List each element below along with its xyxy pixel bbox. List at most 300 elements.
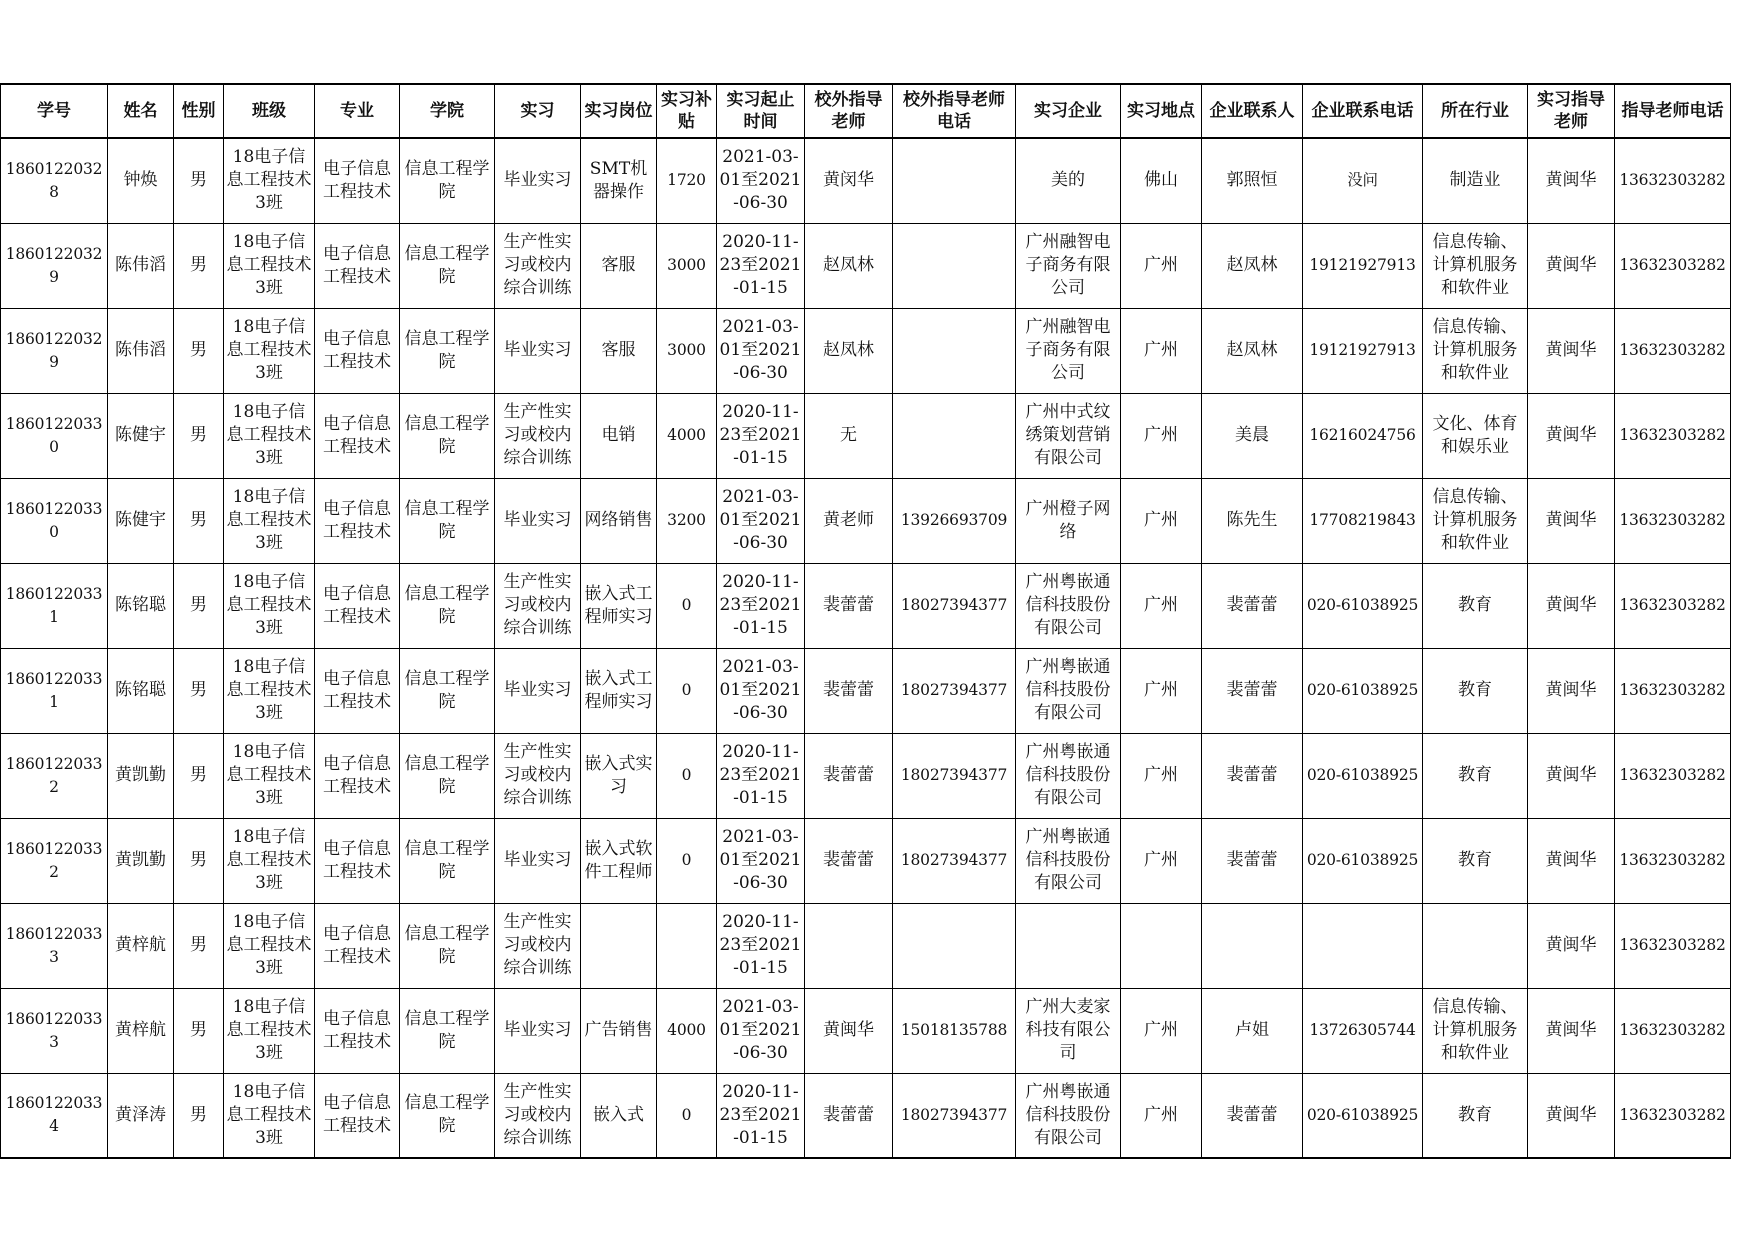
cell-advisor-text: 黄闽华 bbox=[1545, 170, 1597, 191]
cell-student-id bbox=[1, 818, 108, 903]
cell-advisor bbox=[1528, 563, 1615, 648]
cell-period bbox=[717, 393, 805, 478]
cell-external-mentor bbox=[805, 223, 893, 308]
cell-external-mentor-phone bbox=[893, 648, 1016, 733]
cell-major-text: 电子信息工程技术 bbox=[323, 753, 391, 797]
cell-gender-text: 男 bbox=[190, 850, 207, 870]
cell-student-id-text: 18601220330 bbox=[5, 499, 103, 541]
header-location: 实习地点 bbox=[1121, 84, 1202, 138]
cell-internship-type-text: 生产性实习或校内综合训练 bbox=[503, 1081, 572, 1148]
cell-subsidy-text: 0 bbox=[681, 1105, 692, 1124]
cell-advisor-phone bbox=[1615, 563, 1731, 648]
cell-external-mentor-text: 黄闽华 bbox=[823, 1020, 874, 1040]
cell-advisor-phone-text: 13632303282 bbox=[1619, 341, 1726, 359]
cell-college-text: 信息工程学院 bbox=[404, 243, 490, 287]
cell-advisor-phone bbox=[1615, 223, 1731, 308]
cell-advisor-text: 黄闽华 bbox=[1545, 850, 1597, 870]
cell-advisor-phone-text: 13632303282 bbox=[1619, 1021, 1726, 1039]
cell-external-mentor bbox=[805, 1073, 893, 1158]
cell-college bbox=[400, 818, 495, 903]
header-external-mentor-phone: 校外指导老师电话 bbox=[893, 84, 1016, 138]
cell-period-text: 2021-03-01至2021-06-30 bbox=[719, 657, 802, 723]
cell-major bbox=[315, 903, 400, 988]
cell-external-mentor-phone-text: 18027394377 bbox=[900, 596, 1008, 614]
cell-location-text: 广州 bbox=[1144, 765, 1178, 785]
cell-position bbox=[581, 818, 657, 903]
cell-gender-text: 男 bbox=[190, 255, 207, 275]
cell-class-text: 18电子信息工程技术3班 bbox=[226, 1081, 312, 1148]
cell-advisor-phone-text: 13632303282 bbox=[1619, 681, 1726, 699]
cell-location bbox=[1121, 988, 1202, 1073]
cell-class bbox=[224, 223, 315, 308]
cell-industry-text: 教育 bbox=[1458, 680, 1492, 700]
cell-location-text: 广州 bbox=[1144, 425, 1178, 445]
cell-company bbox=[1016, 223, 1121, 308]
cell-external-mentor-phone bbox=[893, 478, 1016, 563]
cell-external-mentor-text: 裴蕾蕾 bbox=[823, 680, 874, 700]
cell-external-mentor bbox=[805, 818, 893, 903]
cell-external-mentor-text: 裴蕾蕾 bbox=[823, 765, 874, 785]
table-row bbox=[1, 223, 1731, 308]
cell-name bbox=[108, 988, 174, 1073]
cell-class-text: 18电子信息工程技术3班 bbox=[226, 487, 312, 553]
cell-major-text: 电子信息工程技术 bbox=[323, 158, 391, 202]
cell-period bbox=[717, 563, 805, 648]
cell-gender-text: 男 bbox=[190, 680, 207, 700]
cell-subsidy bbox=[657, 478, 717, 563]
cell-industry-text: 信息传输、计算机服务和软件业 bbox=[1432, 997, 1518, 1063]
cell-gender bbox=[174, 818, 224, 903]
cell-advisor bbox=[1528, 733, 1615, 818]
cell-major-text: 电子信息工程技术 bbox=[323, 243, 391, 287]
cell-period-text: 2020-11-23至2021-01-15 bbox=[719, 912, 802, 978]
cell-class-text: 18电子信息工程技术3班 bbox=[226, 912, 312, 978]
cell-company bbox=[1016, 648, 1121, 733]
cell-location-text: 广州 bbox=[1144, 850, 1178, 870]
cell-college bbox=[400, 1073, 495, 1158]
cell-student-id bbox=[1, 478, 108, 563]
cell-advisor-text: 黄闽华 bbox=[1545, 425, 1597, 445]
cell-position bbox=[581, 478, 657, 563]
cell-position-text: 嵌入式工程师实习 bbox=[584, 583, 653, 627]
cell-subsidy bbox=[657, 393, 717, 478]
table-row bbox=[1, 563, 1731, 648]
cell-advisor-text: 黄闽华 bbox=[1545, 595, 1597, 615]
cell-company-contact-text: 裴蕾蕾 bbox=[1226, 595, 1278, 615]
cell-period-text: 2021-03-01至2021-06-30 bbox=[719, 827, 802, 893]
cell-advisor bbox=[1528, 223, 1615, 308]
cell-gender bbox=[174, 393, 224, 478]
cell-class-text: 18电子信息工程技术3班 bbox=[226, 657, 312, 723]
cell-advisor-text: 黄闽华 bbox=[1545, 680, 1597, 700]
cell-industry bbox=[1423, 648, 1528, 733]
cell-advisor-phone bbox=[1615, 308, 1731, 393]
cell-period-text: 2021-03-01至2021-06-30 bbox=[719, 147, 802, 214]
cell-external-mentor bbox=[805, 988, 893, 1073]
cell-external-mentor bbox=[805, 733, 893, 818]
cell-gender-text: 男 bbox=[190, 170, 207, 191]
cell-internship-type bbox=[495, 818, 581, 903]
cell-industry bbox=[1423, 818, 1528, 903]
cell-internship-type-text: 生产性实习或校内综合训练 bbox=[503, 912, 572, 978]
cell-position-text: 客服 bbox=[601, 340, 636, 360]
cell-college bbox=[400, 903, 495, 988]
cell-location-text: 广州 bbox=[1144, 510, 1178, 530]
cell-location-text: 广州 bbox=[1144, 340, 1178, 360]
cell-college bbox=[400, 393, 495, 478]
cell-gender-text: 男 bbox=[190, 340, 207, 360]
cell-company-text: 广州粤嵌通信科技股份有限公司 bbox=[1025, 1081, 1111, 1148]
cell-major-text: 电子信息工程技术 bbox=[323, 328, 391, 372]
cell-industry bbox=[1423, 733, 1528, 818]
cell-company bbox=[1016, 138, 1121, 223]
cell-location bbox=[1121, 138, 1202, 223]
cell-company-phone-text: 16216024756 bbox=[1309, 426, 1416, 444]
cell-position-text: SMT机器操作 bbox=[589, 158, 648, 202]
cell-external-mentor bbox=[805, 478, 893, 563]
cell-company bbox=[1016, 1073, 1121, 1158]
cell-external-mentor bbox=[805, 138, 893, 223]
cell-class-text: 18电子信息工程技术3班 bbox=[226, 742, 312, 808]
cell-company-phone bbox=[1303, 733, 1423, 818]
cell-company-phone-text: 020-61038925 bbox=[1306, 1105, 1419, 1124]
cell-position bbox=[581, 563, 657, 648]
cell-advisor-phone bbox=[1615, 903, 1731, 988]
header-industry: 所在行业 bbox=[1423, 84, 1528, 138]
cell-company-contact-text: 郭照恒 bbox=[1226, 170, 1278, 191]
cell-student-id bbox=[1, 308, 108, 393]
cell-student-id bbox=[1, 223, 108, 308]
cell-company-contact bbox=[1202, 308, 1303, 393]
cell-company-text: 广州粤嵌通信科技股份有限公司 bbox=[1025, 742, 1111, 808]
cell-student-id-text: 18601220331 bbox=[5, 669, 103, 711]
cell-name-text: 钟焕 bbox=[123, 170, 158, 191]
cell-gender bbox=[174, 223, 224, 308]
cell-location bbox=[1121, 818, 1202, 903]
cell-external-mentor-phone-text: 15018135788 bbox=[900, 1021, 1008, 1039]
cell-industry bbox=[1423, 223, 1528, 308]
cell-student-id bbox=[1, 1073, 108, 1158]
cell-position-text: 嵌入式工程师实习 bbox=[584, 668, 653, 712]
cell-company-phone bbox=[1303, 648, 1423, 733]
cell-internship-type bbox=[495, 563, 581, 648]
cell-subsidy-text: 3000 bbox=[667, 341, 706, 359]
cell-class bbox=[224, 308, 315, 393]
cell-company-text: 广州融智电子商务有限公司 bbox=[1025, 317, 1111, 383]
cell-advisor bbox=[1528, 478, 1615, 563]
cell-company-text: 广州粤嵌通信科技股份有限公司 bbox=[1025, 657, 1111, 723]
cell-external-mentor-phone-text: 18027394377 bbox=[900, 766, 1008, 784]
header-advisor-phone: 指导老师电话 bbox=[1615, 84, 1731, 138]
cell-college-text: 信息工程学院 bbox=[404, 923, 490, 967]
cell-advisor-phone-text: 13632303282 bbox=[1619, 936, 1726, 954]
cell-subsidy bbox=[657, 648, 717, 733]
cell-company-phone-text: 19121927913 bbox=[1309, 341, 1416, 359]
header-major: 专业 bbox=[315, 84, 400, 138]
internship-table bbox=[0, 83, 1731, 1159]
cell-advisor-phone-text: 13632303282 bbox=[1619, 766, 1726, 784]
cell-external-mentor-phone-text: 18027394377 bbox=[900, 681, 1008, 699]
cell-subsidy bbox=[657, 733, 717, 818]
cell-external-mentor-phone-text: 13926693709 bbox=[900, 511, 1008, 529]
cell-college bbox=[400, 563, 495, 648]
cell-name-text: 陈健宇 bbox=[115, 425, 166, 445]
cell-external-mentor-text: 黄老师 bbox=[823, 510, 874, 530]
cell-subsidy bbox=[657, 308, 717, 393]
cell-subsidy bbox=[657, 1073, 717, 1158]
cell-advisor-phone bbox=[1615, 393, 1731, 478]
cell-gender-text: 男 bbox=[190, 1020, 207, 1040]
cell-industry bbox=[1423, 308, 1528, 393]
cell-location bbox=[1121, 903, 1202, 988]
cell-industry-text: 制造业 bbox=[1449, 170, 1501, 191]
cell-internship-type-text: 毕业实习 bbox=[503, 1020, 572, 1040]
cell-period bbox=[717, 138, 805, 223]
cell-internship-type-text: 生产性实习或校内综合训练 bbox=[503, 402, 572, 468]
cell-internship-type-text: 生产性实习或校内综合训练 bbox=[503, 742, 572, 808]
cell-subsidy bbox=[657, 818, 717, 903]
cell-class-text: 18电子信息工程技术3班 bbox=[226, 572, 312, 638]
cell-company bbox=[1016, 563, 1121, 648]
cell-position bbox=[581, 648, 657, 733]
cell-major-text: 电子信息工程技术 bbox=[323, 413, 391, 457]
cell-company-contact-text: 裴蕾蕾 bbox=[1226, 850, 1278, 870]
cell-internship-type bbox=[495, 223, 581, 308]
table-row bbox=[1, 308, 1731, 393]
cell-company-contact bbox=[1202, 478, 1303, 563]
cell-student-id-text: 18601220330 bbox=[5, 414, 103, 456]
cell-company-phone bbox=[1303, 478, 1423, 563]
cell-external-mentor-phone bbox=[893, 223, 1016, 308]
cell-internship-type bbox=[495, 903, 581, 988]
cell-company-contact bbox=[1202, 138, 1303, 223]
cell-external-mentor-phone bbox=[893, 138, 1016, 223]
header-gender: 性别 bbox=[174, 84, 224, 138]
cell-company bbox=[1016, 988, 1121, 1073]
cell-industry-text: 教育 bbox=[1458, 850, 1492, 870]
cell-location bbox=[1121, 1073, 1202, 1158]
cell-advisor-phone bbox=[1615, 138, 1731, 223]
cell-location-text: 广州 bbox=[1144, 680, 1178, 700]
cell-position bbox=[581, 223, 657, 308]
cell-advisor-text: 黄闽华 bbox=[1545, 1020, 1597, 1040]
cell-class-text: 18电子信息工程技术3班 bbox=[226, 997, 312, 1063]
cell-name bbox=[108, 223, 174, 308]
cell-name bbox=[108, 393, 174, 478]
cell-position-text: 电销 bbox=[601, 425, 636, 445]
cell-advisor-phone bbox=[1615, 648, 1731, 733]
cell-subsidy-text: 4000 bbox=[667, 1021, 706, 1039]
cell-advisor bbox=[1528, 648, 1615, 733]
cell-subsidy-text: 0 bbox=[681, 766, 692, 784]
cell-location-text: 广州 bbox=[1144, 1020, 1178, 1040]
cell-major bbox=[315, 223, 400, 308]
cell-name-text: 黄凯勤 bbox=[115, 850, 166, 870]
cell-internship-type bbox=[495, 988, 581, 1073]
cell-company-phone bbox=[1303, 818, 1423, 903]
cell-student-id-text: 18601220333 bbox=[5, 1009, 103, 1051]
cell-internship-type bbox=[495, 733, 581, 818]
cell-internship-type bbox=[495, 308, 581, 393]
cell-student-id bbox=[1, 903, 108, 988]
cell-internship-type bbox=[495, 648, 581, 733]
cell-position bbox=[581, 308, 657, 393]
cell-name bbox=[108, 1073, 174, 1158]
cell-external-mentor-phone bbox=[893, 393, 1016, 478]
cell-class bbox=[224, 478, 315, 563]
cell-student-id-text: 18601220329 bbox=[5, 329, 103, 371]
table-row bbox=[1, 648, 1731, 733]
cell-college bbox=[400, 988, 495, 1073]
cell-name-text: 陈伟滔 bbox=[115, 340, 166, 360]
cell-external-mentor bbox=[805, 393, 893, 478]
cell-position-text: 网络销售 bbox=[584, 510, 653, 530]
cell-class bbox=[224, 988, 315, 1073]
header-class: 班级 bbox=[224, 84, 315, 138]
cell-name-text: 黄凯勤 bbox=[115, 765, 166, 785]
cell-position-text: 嵌入式实习 bbox=[584, 753, 653, 797]
cell-college bbox=[400, 138, 495, 223]
cell-subsidy bbox=[657, 138, 717, 223]
cell-name-text: 陈铭聪 bbox=[115, 595, 166, 615]
cell-major-text: 电子信息工程技术 bbox=[323, 583, 391, 627]
cell-class bbox=[224, 393, 315, 478]
cell-external-mentor-phone-text: 18027394377 bbox=[900, 851, 1008, 869]
cell-company bbox=[1016, 478, 1121, 563]
cell-company-text: 广州大麦家科技有限公司 bbox=[1025, 997, 1111, 1063]
cell-internship-type-text: 生产性实习或校内综合训练 bbox=[503, 232, 572, 298]
cell-advisor-text: 黄闽华 bbox=[1545, 510, 1597, 530]
cell-advisor bbox=[1528, 988, 1615, 1073]
table-row bbox=[1, 988, 1731, 1073]
cell-major bbox=[315, 308, 400, 393]
cell-subsidy bbox=[657, 903, 717, 988]
cell-company-contact bbox=[1202, 903, 1303, 988]
cell-position-text: 客服 bbox=[601, 255, 636, 275]
cell-class bbox=[224, 138, 315, 223]
cell-name-text: 陈健宇 bbox=[115, 510, 166, 530]
cell-location bbox=[1121, 648, 1202, 733]
cell-external-mentor-phone bbox=[893, 308, 1016, 393]
cell-name bbox=[108, 648, 174, 733]
cell-company-phone-text: 020-61038925 bbox=[1306, 681, 1419, 699]
cell-class bbox=[224, 903, 315, 988]
cell-external-mentor-phone bbox=[893, 988, 1016, 1073]
header-name: 姓名 bbox=[108, 84, 174, 138]
cell-college bbox=[400, 223, 495, 308]
cell-student-id bbox=[1, 648, 108, 733]
cell-period-text: 2021-03-01至2021-06-30 bbox=[719, 487, 802, 553]
cell-gender-text: 男 bbox=[190, 935, 207, 955]
cell-internship-type-text: 毕业实习 bbox=[503, 850, 572, 870]
cell-college-text: 信息工程学院 bbox=[404, 753, 490, 797]
cell-external-mentor bbox=[805, 308, 893, 393]
cell-student-id bbox=[1, 138, 108, 223]
cell-student-id bbox=[1, 988, 108, 1073]
cell-advisor bbox=[1528, 903, 1615, 988]
cell-industry bbox=[1423, 1073, 1528, 1158]
cell-class bbox=[224, 563, 315, 648]
cell-gender bbox=[174, 308, 224, 393]
cell-company-phone bbox=[1303, 903, 1423, 988]
cell-external-mentor-phone bbox=[893, 903, 1016, 988]
cell-advisor-phone-text: 13632303282 bbox=[1619, 256, 1726, 274]
cell-major bbox=[315, 733, 400, 818]
table-row bbox=[1, 138, 1731, 223]
cell-company-contact bbox=[1202, 223, 1303, 308]
cell-external-mentor-text: 黄闵华 bbox=[823, 170, 874, 191]
cell-company-phone bbox=[1303, 223, 1423, 308]
cell-location-text: 广州 bbox=[1144, 255, 1178, 275]
cell-company-contact-text: 裴蕾蕾 bbox=[1226, 1104, 1278, 1125]
cell-advisor bbox=[1528, 1073, 1615, 1158]
table-row bbox=[1, 478, 1731, 563]
cell-external-mentor-phone-text: 18027394377 bbox=[900, 1105, 1008, 1124]
header-student-id: 学号 bbox=[1, 84, 108, 138]
cell-period-text: 2020-11-23至2021-01-15 bbox=[719, 402, 802, 468]
cell-college bbox=[400, 478, 495, 563]
cell-class bbox=[224, 733, 315, 818]
cell-student-id-text: 18601220329 bbox=[5, 244, 103, 286]
cell-external-mentor-phone bbox=[893, 733, 1016, 818]
cell-position bbox=[581, 733, 657, 818]
cell-advisor bbox=[1528, 308, 1615, 393]
cell-company-contact-text: 美晨 bbox=[1235, 425, 1269, 445]
cell-gender-text: 男 bbox=[190, 595, 207, 615]
cell-company-contact-text: 裴蕾蕾 bbox=[1226, 765, 1278, 785]
cell-period-text: 2020-11-23至2021-01-15 bbox=[719, 572, 802, 638]
cell-industry bbox=[1423, 988, 1528, 1073]
cell-student-id bbox=[1, 733, 108, 818]
cell-company-contact-text: 裴蕾蕾 bbox=[1226, 680, 1278, 700]
cell-external-mentor bbox=[805, 563, 893, 648]
table-body bbox=[1, 138, 1731, 1158]
cell-student-id-text: 18601220334 bbox=[5, 1094, 103, 1136]
cell-college bbox=[400, 648, 495, 733]
cell-location bbox=[1121, 733, 1202, 818]
cell-major-text: 电子信息工程技术 bbox=[323, 1008, 391, 1052]
header-college: 学院 bbox=[400, 84, 495, 138]
cell-college-text: 信息工程学院 bbox=[404, 1093, 490, 1137]
cell-class-text: 18电子信息工程技术3班 bbox=[226, 317, 312, 383]
cell-college-text: 信息工程学院 bbox=[404, 328, 490, 372]
cell-location bbox=[1121, 478, 1202, 563]
cell-industry-text: 教育 bbox=[1458, 1104, 1492, 1125]
cell-major-text: 电子信息工程技术 bbox=[323, 838, 391, 882]
cell-company-phone-text: 13726305744 bbox=[1309, 1021, 1416, 1039]
cell-company-text: 广州粤嵌通信科技股份有限公司 bbox=[1025, 572, 1111, 638]
cell-gender bbox=[174, 138, 224, 223]
cell-internship-type-text: 毕业实习 bbox=[503, 680, 572, 700]
cell-major-text: 电子信息工程技术 bbox=[323, 1093, 391, 1137]
table-row bbox=[1, 733, 1731, 818]
cell-college-text: 信息工程学院 bbox=[404, 668, 490, 712]
cell-college-text: 信息工程学院 bbox=[404, 583, 490, 627]
cell-student-id-text: 18601220332 bbox=[5, 754, 103, 796]
cell-name bbox=[108, 903, 174, 988]
cell-gender bbox=[174, 478, 224, 563]
cell-position-text: 广告销售 bbox=[584, 1020, 653, 1040]
cell-period bbox=[717, 988, 805, 1073]
cell-company-contact bbox=[1202, 393, 1303, 478]
cell-company-phone bbox=[1303, 563, 1423, 648]
cell-location bbox=[1121, 393, 1202, 478]
cell-advisor-phone-text: 13632303282 bbox=[1619, 171, 1726, 190]
table-row bbox=[1, 903, 1731, 988]
cell-external-mentor-text: 无 bbox=[840, 425, 857, 445]
cell-company bbox=[1016, 393, 1121, 478]
cell-internship-type-text: 毕业实习 bbox=[503, 510, 572, 530]
